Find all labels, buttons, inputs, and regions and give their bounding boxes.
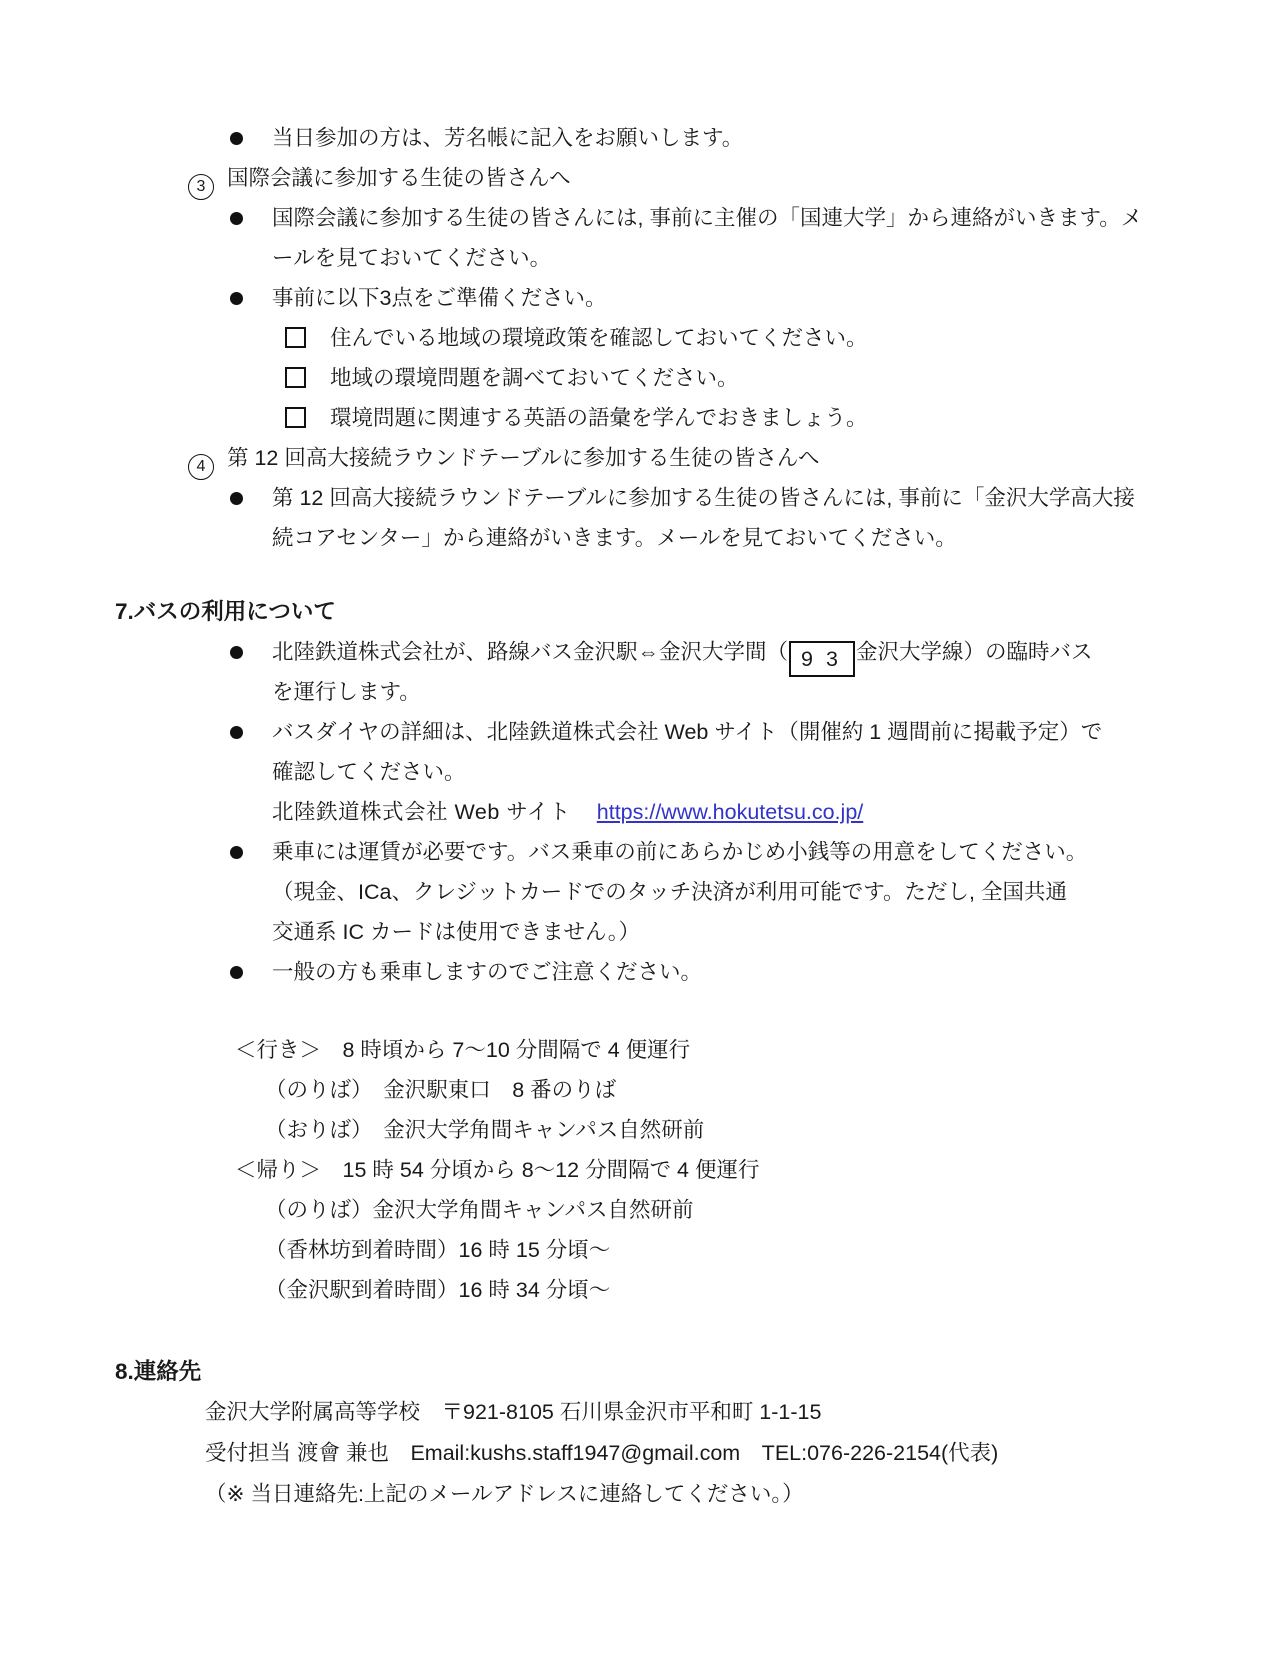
list-item-continuation [0,912,1280,952]
list-item [0,632,1280,672]
bullet-icon [230,492,243,505]
schedule-text: （金沢駅到着時間）16 時 34 分頃～ [265,1278,611,1302]
list-item [0,712,1280,752]
section-heading-bus [0,592,1280,632]
list-item-text: 当日参加の方は、芳名帳に記入をお願いします。 [272,126,744,150]
list-item-text: ールを見ておいてください。 [272,246,552,270]
list-item-text: 国際会議に参加する生徒の皆さんには, 事前に主催の「国連大学」から連絡がいきます。メ [272,206,1143,230]
circled-number-icon: 3 [188,174,214,200]
list-item [0,198,1280,238]
checklist-item [0,398,1280,438]
list-item-continuation [0,238,1280,278]
contact-text: 金沢大学附属高等学校 〒921-8105 石川県金沢市平和町 1-1-15 [205,1400,822,1424]
numbered-item-3 [0,158,1280,198]
website-link[interactable]: https://www.hokutetsu.co.jp/ [596,800,864,824]
bullet-icon [230,726,243,739]
bullet-icon [230,646,243,659]
checklist-item-text: 住んでいる地域の環境政策を確認しておいてください。 [330,326,868,350]
list-item-text: を運行します。 [272,680,421,704]
list-item-text: バスダイヤの詳細は、北陸鉄道株式会社 Web サイト（開催約 1 週間前に掲載予定）で [272,720,1103,744]
list-item [0,118,1280,158]
circled-number-icon: 4 [188,454,214,480]
checklist-item [0,318,1280,358]
schedule-text: （のりば）金沢大学角間キャンパス自然研前 [265,1198,694,1222]
numbered-item-label: 第 12 回高大接続ラウンドテーブルに参加する生徒の皆さんへ [227,446,820,470]
schedule-text: ＜行き＞ 8 時頃から 7～10 分間隔で 4 便運行 [235,1038,691,1062]
list-item-text: 北陸鉄道株式会社が、路線バス金沢駅⇔金沢大学間（ [272,640,789,664]
section-heading-text: 8.連絡先 [115,1359,202,1384]
list-item-text: 交通系 IC カードは使用できません。） [272,920,640,944]
contact-person-line [0,1433,1280,1474]
list-item-text: 金沢大学線）の臨時バス [855,640,1093,664]
list-item-text: 確認してください。 [272,760,466,784]
schedule-outbound-boarding [0,1070,1280,1110]
schedule-outbound-alighting [0,1110,1280,1150]
list-item-continuation [0,672,1280,712]
list-item-text: 第 12 回高大接続ラウンドテーブルに参加する生徒の皆さんには, 事前に「金沢大学高大接 [272,486,1135,510]
schedule-text: （のりば） 金沢駅東口 8 番のりば [265,1078,617,1102]
list-item [0,832,1280,872]
schedule-return-time-station [0,1270,1280,1310]
list-item-text: 乗車には運賃が必要です。バス乗車の前にあらかじめ小銭等の用意をしてください。 [272,840,1088,864]
schedule-return-header [0,1150,1280,1190]
checkbox-icon [285,327,306,348]
numbered-item-label: 国際会議に参加する生徒の皆さんへ [227,166,571,190]
list-item [0,952,1280,992]
bullet-icon [230,212,243,225]
list-item [0,478,1280,518]
contact-address-line [0,1392,1280,1433]
website-line [0,792,1280,832]
section-heading-contact [0,1352,1280,1392]
checkbox-icon [285,407,306,428]
list-item-text: （現金、ICa、クレジットカードでのタッチ決済が利用可能です。ただし, 全国共通 [272,880,1068,904]
list-item-text: 続コアセンター」から連絡がいきます。メールを見ておいてください。 [272,526,957,550]
schedule-text: （おりば） 金沢大学角間キャンパス自然研前 [265,1118,705,1142]
checklist-item-text: 地域の環境問題を調べておいてください。 [330,366,739,390]
bullet-icon [230,292,243,305]
list-item-text: 一般の方も乗車しますのでご注意ください。 [272,960,703,984]
contact-text: （※ 当日連絡先:上記のメールアドレスに連絡してください。） [205,1482,804,1506]
list-item [0,278,1280,318]
bullet-icon [230,132,243,145]
list-item-continuation [0,872,1280,912]
list-item-text: 事前に以下3点をご準備ください。 [272,286,607,310]
schedule-text: ＜帰り＞ 15 時 54 分頃から 8～12 分間隔で 4 便運行 [235,1158,760,1182]
list-item-continuation [0,518,1280,558]
checkbox-icon [285,367,306,388]
schedule-return-time-korinbo [0,1230,1280,1270]
section-heading-text: 7.バスの利用について [115,599,336,624]
checklist-item [0,358,1280,398]
contact-text: 受付担当 渡會 兼也 Email:kushs.staff1947@gmail.com TEL:076-226-2154(代表) [205,1441,999,1465]
schedule-outbound-header [0,1030,1280,1070]
bullet-icon [230,846,243,859]
checklist-item-text: 環境問題に関連する英語の語彙を学んでおきましょう。 [330,406,868,430]
bus-route-number-box: 93 [789,641,855,677]
bullet-icon [230,966,243,979]
schedule-text: （香林坊到着時間）16 時 15 分頃～ [265,1238,611,1262]
schedule-return-boarding [0,1190,1280,1230]
contact-note-line [0,1474,1280,1515]
list-item-continuation [0,752,1280,792]
numbered-item-4 [0,438,1280,478]
website-label: 北陸鉄道株式会社 Web サイト [272,800,571,824]
